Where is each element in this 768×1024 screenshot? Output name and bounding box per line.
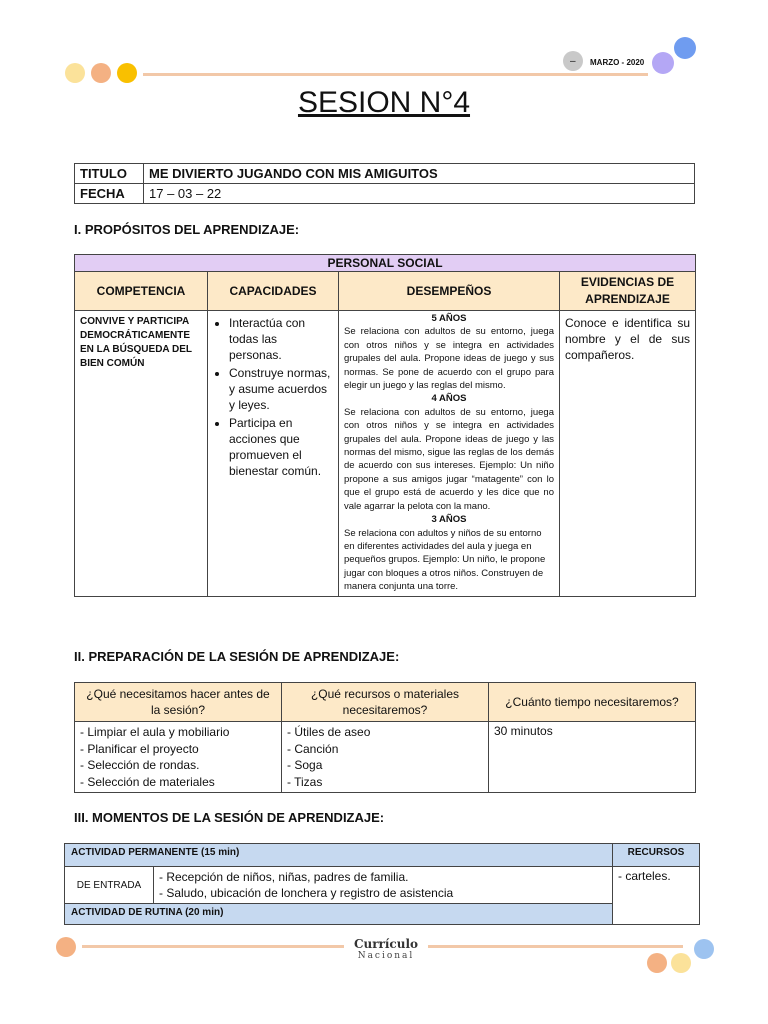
recurso-item: - Soga (287, 757, 483, 774)
entrada-cell (154, 867, 613, 904)
capacidades-cell (208, 311, 339, 597)
curriculo-logo (346, 937, 426, 961)
col-desempenos: DESEMPEÑOS (339, 272, 560, 311)
logo-line1: Currículo (353, 937, 419, 951)
evidencias-cell: Conoce e identifica su nombre y el de sus compañeros. (560, 311, 696, 597)
desempeno-text: Se relaciona con adultos y niños de su entorno en diferentes actividades del aula y juega en pequeños grupos. Ejemplo: Un niño, le propone jugar con bloques a otros niños. Construyen de manera conjunta una torre. (344, 527, 546, 593)
antes-item: - Limpiar el aula y mobiliario (80, 724, 276, 741)
decor-dot-blue (674, 37, 696, 59)
recursos-value: - carteles. (613, 867, 700, 925)
antes-item: - Selección de materiales (80, 774, 276, 791)
decor-dot-blue-footer (694, 939, 714, 959)
decor-dot-orange-footer (56, 937, 76, 957)
capacidad-item: • Interactúa con todas las personas. (229, 315, 333, 363)
decor-dot-yellow-light (65, 63, 85, 83)
capacidad-item: • Construye normas, y asume acuerdos y leyes. (229, 365, 333, 413)
titulo-value: ME DIVIERTO JUGANDO CON MIS AMIGUITOS (144, 164, 695, 184)
desempeno-text: Se relaciona con adultos de su entorno, juega con otros niños y se integra en actividades grupales del aula. Propone ideas de juego y sus normas. Se pone de acuerdo con el grupo para elegir un juego y las reglas del mismo. (344, 326, 554, 392)
entrada-label: DE ENTRADA (65, 867, 154, 904)
col-antes: ¿Qué necesitamos hacer antes de la sesión? (75, 683, 282, 722)
footer-line-left (82, 945, 344, 948)
decor-dot-yellow-footer (671, 953, 691, 973)
recurso-item: - Canción (287, 741, 483, 758)
decor-dot-orange-footer-2 (647, 953, 667, 973)
recurso-item: - Tizas (287, 774, 483, 791)
fecha-label: FECHA (75, 184, 144, 204)
preparacion-table (74, 682, 696, 793)
col-competencia: COMPETENCIA (75, 272, 208, 311)
competencia-cell: CONVIVE Y PARTICIPA DEMOCRÁTICAMENTE EN LA BÚSQUEDA DEL BIEN COMÚN (75, 311, 208, 597)
section3-heading: III. MOMENTOS DE LA SESIÓN DE APRENDIZAJE: (74, 810, 385, 825)
antes-item: - Selección de rondas. (80, 757, 276, 774)
section2-heading: II. PREPARACIÓN DE LA SESIÓN DE APRENDIZAJE: (74, 649, 400, 664)
col-capacidades: CAPACIDADES (208, 272, 339, 311)
col-tiempo: ¿Cuánto tiempo necesitaremos? (489, 683, 696, 722)
antes-item: - Planificar el proyecto (80, 741, 276, 758)
decor-dot-orange (91, 63, 111, 83)
decor-dot-yellow (117, 63, 137, 83)
propositos-table (74, 254, 696, 597)
col-evidencias: EVIDENCIAS DE APRENDIZAJE (560, 272, 696, 311)
actividad-permanente: ACTIVIDAD PERMANENTE (15 min) (65, 844, 613, 867)
section1-heading: I. PROPÓSITOS DEL APRENDIZAJE: (74, 222, 300, 237)
titulo-label: TITULO (75, 164, 144, 184)
header-date: MARZO - 2020 (590, 58, 645, 67)
recurso-item: - Útiles de aseo (287, 724, 483, 741)
desempenos-cell (339, 311, 560, 597)
info-table (74, 163, 695, 204)
actividad-rutina: ACTIVIDAD DE RUTINA (20 min) (65, 904, 613, 925)
entrada-item: - Recepción de niños, niñas, padres de familia. (159, 870, 409, 884)
header-dash: – (570, 56, 576, 67)
antes-cell (75, 722, 282, 793)
recursos-header: RECURSOS (613, 844, 700, 867)
desempeno-age: 4 AÑOS (431, 393, 467, 405)
fecha-value: 17 – 03 – 22 (144, 184, 695, 204)
desempeno-text: Se relaciona con adultos de su entorno, juega con otros niños y se integra en actividades grupales del aula. Propone ideas de juego y las normas del mismo, sigue las reglas de los demás de acuerdo con sus intereses. Ejemplo: Un niño propone a sus amigos jugar “matagente” con lo que el grupo está de acuerdo y les dice que no vale agarrar la pelota con la mano. (344, 406, 554, 512)
recursos-cell (282, 722, 489, 793)
logo-line2: Nacional (357, 951, 415, 961)
tiempo-cell: 30 minutos (489, 722, 696, 793)
momentos-table (64, 843, 700, 925)
col-recursos: ¿Qué recursos o materiales necesitaremos? (282, 683, 489, 722)
entrada-item: - Saludo, ubicación de lonchera y registro de asistencia (159, 886, 454, 900)
desempeno-age: 3 AÑOS (431, 514, 467, 526)
header-line (143, 73, 648, 76)
area-header: PERSONAL SOCIAL (75, 255, 696, 272)
desempeno-age: 5 AÑOS (431, 313, 467, 324)
decor-dot-lavender (652, 52, 674, 74)
footer-line-right (428, 945, 683, 948)
page-title: SESION N°4 (297, 86, 471, 119)
capacidad-item: • Participa en acciones que promueven el bienestar común. (229, 415, 333, 479)
